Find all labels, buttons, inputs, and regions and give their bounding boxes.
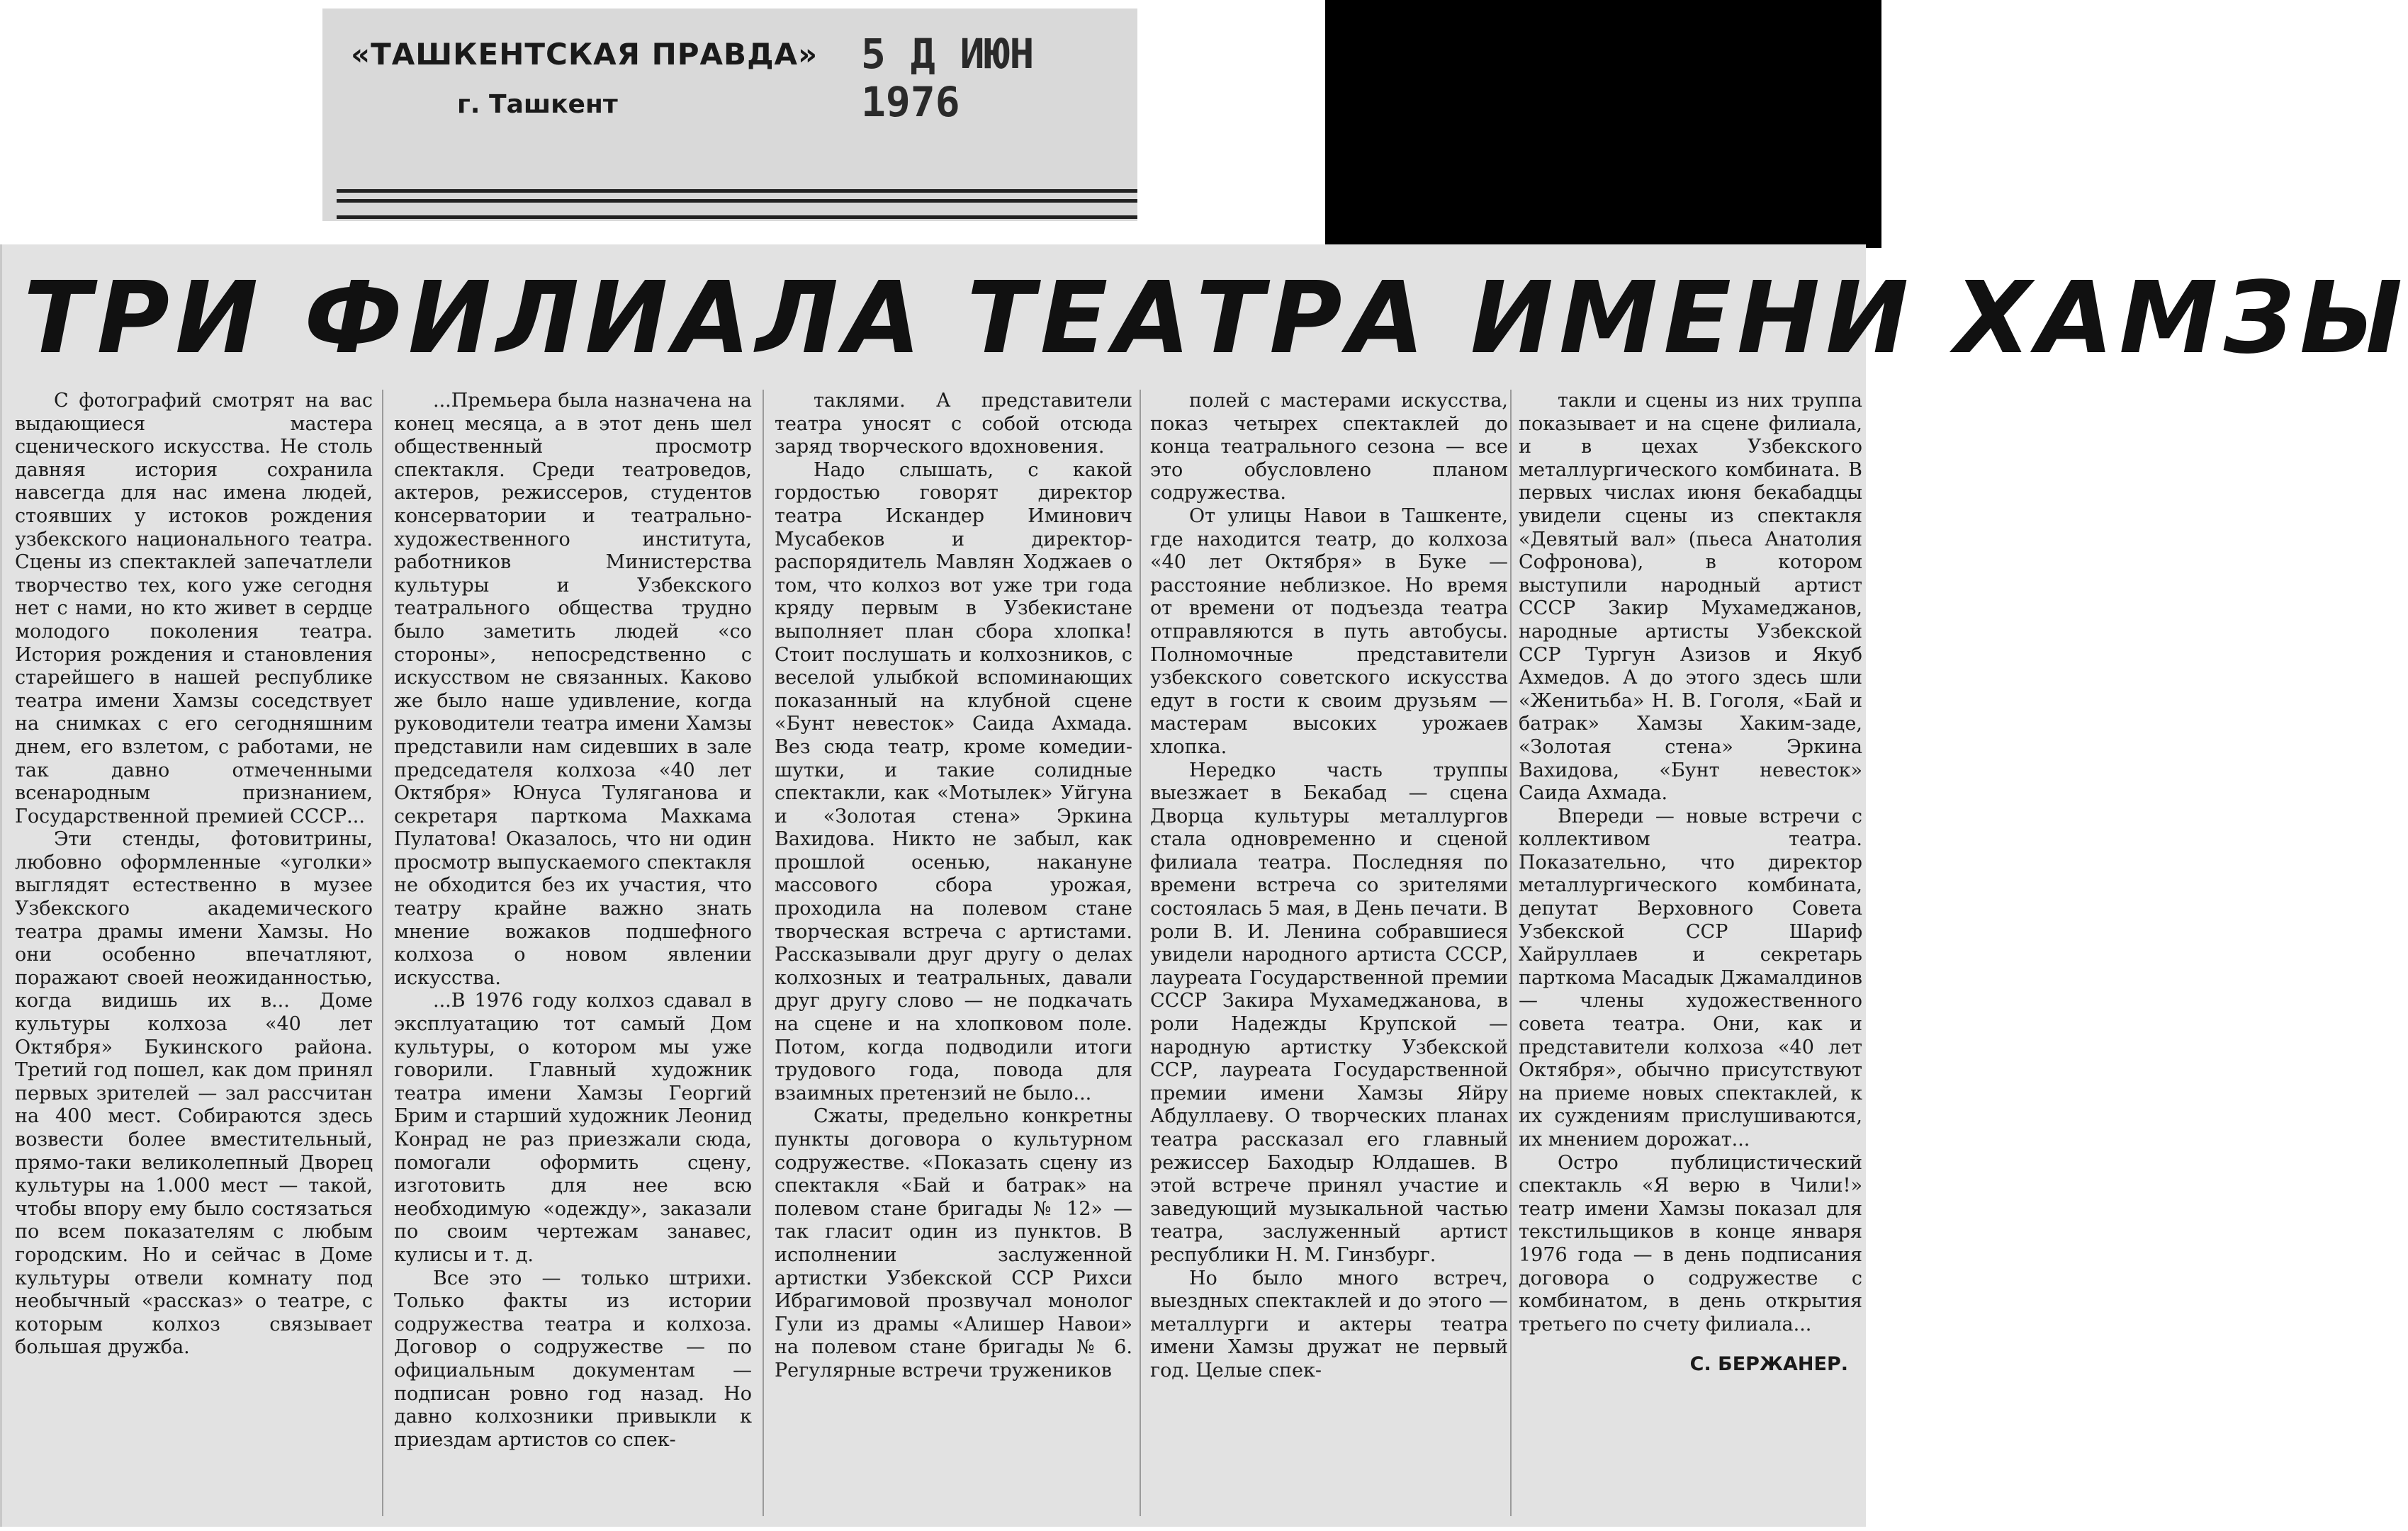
article-clipping	[0, 244, 2408, 1527]
article-paragraph: Нередко часть труппы выезжает в Бекабад — сцена Дворца культуры металлургов стала одновременно и сценой филиала театра. Последняя по времени встреча со зрителями состоялась 5 мая, в День печати. В роли В. И. Ленина собравшиеся увидели народного артиста СССР, лауреата Государственной премии СССР Закира Мухамеджанова, в роли Надежды Крупской — народную артистку Узбекской ССР, лауреата Государственной премии имени Хамзы Яйру Абдуллаеву. О творческих планах театра рассказал его главный режиссер Баходыр Юлдашев. В этой встрече принял участие и заведующий музыкальной частью театра, заслуженный артист республики Н. М. Гинзбург.	[1150, 759, 1508, 1266]
article-paragraph: таклями. А представители театра уносят с собой отсюда заряд творческого вдохновения.	[775, 390, 1132, 458]
newspaper-title: «ТАШКЕНТСКАЯ ПРАВДА»	[351, 37, 818, 72]
article-paragraph: полей с мастерами искусства, показ четырех спектаклей до конца театрального сезона — все это обусловлено планом содружества.	[1150, 390, 1508, 504]
column-divider	[763, 390, 764, 1516]
article-headline: ТРИ ФИЛИАЛА ТЕАТРА ИМЕНИ ХАМЗЫ	[23, 261, 2408, 376]
column-2	[394, 390, 752, 1523]
article-body	[2, 390, 1866, 1523]
column-divider	[1510, 390, 1512, 1516]
article-paragraph: С фотографий смотрят на вас выдающиеся мастера сценического искусства. Не столь давняя история сохранила навсегда для нас имена людей, стоявших у истоков рождения узбекского национального театра. Сцены из спектаклей запечатлели творчество тех, кого уже сегодня нет с нами, но кто живет в сердце молодого поколения театра. История рождения и становления старейшего в нашей республике театра имени Хамзы соседствует на снимках с его сегодняшним днем, его взлетом, с работами, не так давно отмеченными всенародным признанием, Государственной премией СССР...	[15, 390, 373, 827]
article-paragraph: Все это — только штрихи. Только факты из истории содружества театра и колхоза. Договор о содружестве — по официальным документам — подписан ровно год назад. Но давно колхозники привыкли к приездам артистов со спек-	[394, 1267, 752, 1451]
header-rule-lines	[337, 189, 1137, 219]
date-stamp: 5 Д ИЮН 1976	[861, 30, 1035, 126]
article-paragraph: Надо слышать, с какой гордостью говорят директор театра Искандер Иминович Мусабеков и директор-распорядитель Мавлян Ходжаев о том, что колхоз вот уже три года кряду первым в Узбекистане выполняет план сбора хлопка! Стоит послушать и колхозников, с веселой улыбкой вспоминающих показанный на клубной сцене «Бунт невесток» Саида Ахмада. Вез сюда театр, кроме комедии-шутки, и такие солидные спектакли, как «Мотылек» Уйгуна и «Золотая стена» Эркина Вахидова. Никто не забыл, как прошлой осенью, накануне массового сбора урожая, проходила на полевом стане творческая встреча с артистами. Рассказывали друг другу о делах колхозных и театральных, давали друг другу слово — не подкачать на сцене и на хлопковом поле. Потом, когда подводили итоги трудового года, повода для взаимных претензий не было...	[775, 458, 1132, 1105]
article-paragraph: Сжаты, предельно конкретны пункты договора о культурном содружестве. «Показать сцену из спектакля «Бай и батрак» на полевом стане бригады № 12» — так гласит один из пунктов. В исполнении заслуженной артистки Узбекской ССР Рихси Ибрагимовой прозвучал монолог Гули из драмы «Алишер Навои» на полевом стане бригады № 6. Регулярные встречи тружеников	[775, 1105, 1132, 1382]
column-3	[775, 390, 1132, 1523]
article-paragraph: Эти стенды, фотовитрины, любовно оформленные «уголки» выглядят естественно в музее Узбекского академического театра драмы имени Хамзы. Но они особенно впечатляют, поражают своей неожиданностью, когда видишь их в... Доме культуры колхоза «40 лет Октября» Букинского района. Третий год пошел, как дом принял первых зрителей — зал рассчитан на 400 мест. Собираются здесь возвести более вместительный, прямо-таки великолепный Дворец культуры на 1.000 мест — такой, чтобы впору ему было состязаться по всем показателям с любым городским. Но и сейчас в Доме культуры отвели комнату под необычный «рассказ» о театре, с которым колхоз связывает большая дружба.	[15, 828, 373, 1359]
column-4	[1150, 390, 1508, 1523]
column-divider	[382, 390, 383, 1516]
article-paragraph: От улицы Навои в Ташкенте, где находится театр, до колхоза «40 лет Октября» в Буке — расстояние неблизкое. Но время от времени от подъезда театра отправляются в путь автобусы. Полномочные представители узбекского советского искусства едут в гости к своим друзьям — мастерам высоких урожаев хлопка.	[1150, 504, 1508, 758]
scan-background	[1325, 0, 1881, 248]
author-signature: С. БЕРЖАНЕР.	[1689, 1353, 1848, 1376]
article-paragraph: Но было много встреч, выездных спектаклей и до этого — металлурги и актеры театра имени Хамзы дружат не первый год. Целые спек-	[1150, 1267, 1508, 1382]
article-paragraph: ...В 1976 году колхоз сдавал в эксплуатацию тот самый Дом культуры, о котором мы уже говорили. Главный художник театра имени Хамзы Георгий Брим и старший художник Леонид Конрад не раз приезжали сюда, помогали оформить сцену, изготовить для нее всю необходимую «одежду», заказали по своим чертежам занавес, кулисы и т. д.	[394, 990, 752, 1266]
newspaper-city: г. Ташкент	[457, 90, 618, 119]
article-paragraph: такли и сцены из них труппа показывает и на сцене филиала, и в цехах Узбекского металлургического комбината. В первых числах июня бекабадцы увидели сцены из спектакля «Девятый вал» (пьеса Анатолия Софронова), в котором выступили народный артист СССР Закир Мухамеджанов, народные артисты Узбекской ССР Тургун Азизов и Якуб Ахмедов. А до этого здесь шли «Женитьба» Н. В. Гоголя, «Бай и батрак» Хамзы Хаким-заде, «Золотая стена» Эркина Вахидова, «Бунт невесток» Саида Ахмада.	[1519, 390, 1862, 805]
column-1	[15, 390, 373, 1523]
article-paragraph: ...Премьера была назначена на конец месяца, а в этот день шел общественный просмотр спектакля. Среди театроведов, актеров, режиссеров, студентов консерватории и театрально-художественного института, работников Министерства культуры и Узбекского театрального общества трудно было заметить людей «со стороны», непосредственно с искусством не связанных. Каково же было наше удивление, когда руководители театра имени Хамзы представили нам сидевших в зале председателя колхоза «40 лет Октября» Юнуса Туляганова и секретаря парткома Махкама Пулатова! Оказалось, что ни один просмотр выпускаемого спектакля не обходится без их участия, что театру крайне важно знать мнение вожаков подшефного колхоза о новом явлении искусства.	[394, 390, 752, 989]
article-paragraph: Впереди — новые встречи с коллективом театра. Показательно, что директор металлургического комбината, депутат Верховного Совета Узбекской ССР Шариф Хайруллаев и секретарь парткома Масадык Джамалдинов — члены художественного совета театра. Они, как и представители колхоза «40 лет Октября», обычно присутствуют на приеме новых спектаклей, к их суждениям прислушиваются, их мнением дорожат...	[1519, 805, 1862, 1151]
column-divider	[1140, 390, 1141, 1516]
article-paragraph: Остро публицистический спектакль «Я верю в Чили!» театр имени Хамзы показал для текстильщиков в конце января 1976 года — в день подписания договора о содружестве с комбинатом, в день открытия третьего по счету филиала...	[1519, 1151, 1862, 1335]
column-5	[1519, 390, 1862, 1523]
newspaper-clipping-header	[322, 9, 1137, 221]
